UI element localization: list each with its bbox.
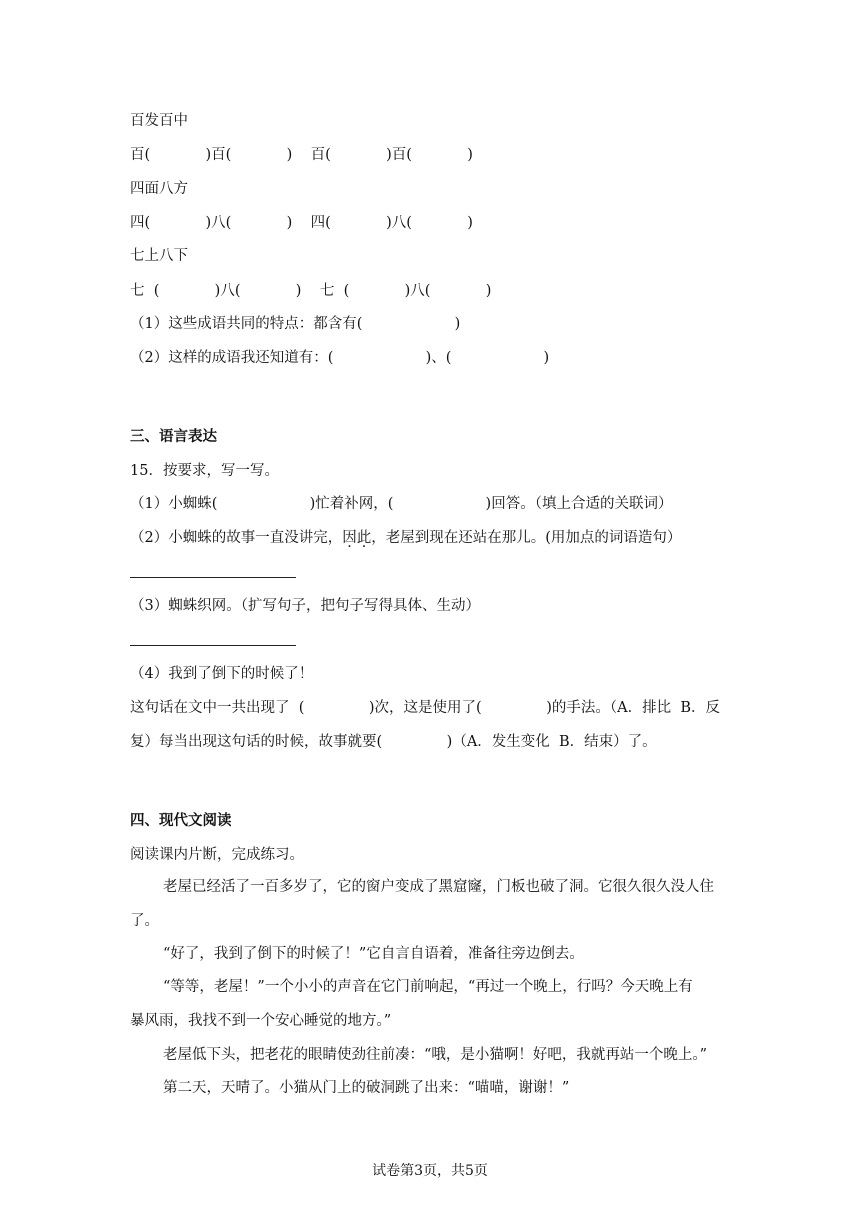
dotted-char-2: 此 [356, 530, 372, 546]
question-15-item-4-line-1: 这句话在文中一共出现了 ( )次，这是使用了( )的手法。（A．排比 B．反 [130, 700, 720, 716]
passage-paragraph-1-line-1: 老屋已经活了一百多岁了，它的窗户变成了黑窟窿，门板也破了洞。它很久很久没人住 [163, 879, 714, 895]
passage-paragraph-2: “好了，我到了倒下的时候了！”它自言自语着，准备往旁边倒去。 [163, 946, 584, 962]
passage-paragraph-3-line-1: “等等，老屋！”一个小小的声音在它门前响起，“再过一个晚上，行吗？今天晚上有 [163, 979, 693, 995]
reading-intro: 阅读课内片断，完成练习。 [130, 847, 304, 863]
page-footer: 试卷第3页，共5页 [372, 1163, 488, 1179]
passage-paragraph-1-line-2: 了。 [130, 913, 159, 929]
idiom-example-1: 百发百中 [130, 113, 188, 129]
answer-line-1[interactable] [130, 577, 296, 578]
idiom-example-2: 四面八方 [130, 181, 188, 197]
idiom-pattern-1: 百( )百( ) 百( )百( ) [130, 147, 473, 163]
section-heading-reading: 四、现代文阅读 [130, 813, 232, 829]
question-15-item-4: （4）我到了倒下的时候了！ [130, 666, 314, 682]
dotted-char-1: 因 [342, 530, 357, 546]
question-15-item-2: （2）小蜘蛛的故事一直没讲完，因此，老屋到现在还站在那儿。(用加点的词语造句） [130, 530, 682, 546]
passage-paragraph-5: 第二天，天晴了。小猫从门上的破洞跳了出来：“喵喵，谢谢！” [163, 1080, 570, 1096]
section-heading-language: 三、语言表达 [130, 429, 217, 445]
answer-line-2[interactable] [130, 645, 296, 646]
question-15-item-3: （3）蜘蛛织网。（扩写句子，把句子写得具体、生动） [130, 598, 480, 614]
passage-paragraph-4: 老屋低下头，把老花的眼睛使劲往前凑：“哦，是小猫啊！好吧，我就再站一个晚上。” [163, 1047, 708, 1063]
idiom-question-2: （2）这样的成语我还知道有：( )、( ) [130, 350, 550, 366]
question-15-item-1: （1）小蜘蛛( )忙着补网，( )回答。（填上合适的关联词） [130, 496, 673, 512]
idiom-pattern-3: 七 ( )八( ) 七 ( )八( ) [130, 283, 492, 299]
question-15-title: 15．按要求，写一写。 [130, 463, 279, 479]
idiom-question-1: （1）这些成语共同的特点：都含有( ) [130, 316, 461, 332]
passage-paragraph-3-line-2: 暴风雨，我找不到一个安心睡觉的地方。” [130, 1013, 392, 1029]
idiom-example-3: 七上八下 [130, 248, 188, 264]
idiom-pattern-2: 四( )八( ) 四( )八( ) [130, 215, 473, 231]
question-15-item-4-line-2: 复）每当出现这句话的时候，故事就要( )（A．发生变化 B．结束）了。 [130, 734, 657, 750]
